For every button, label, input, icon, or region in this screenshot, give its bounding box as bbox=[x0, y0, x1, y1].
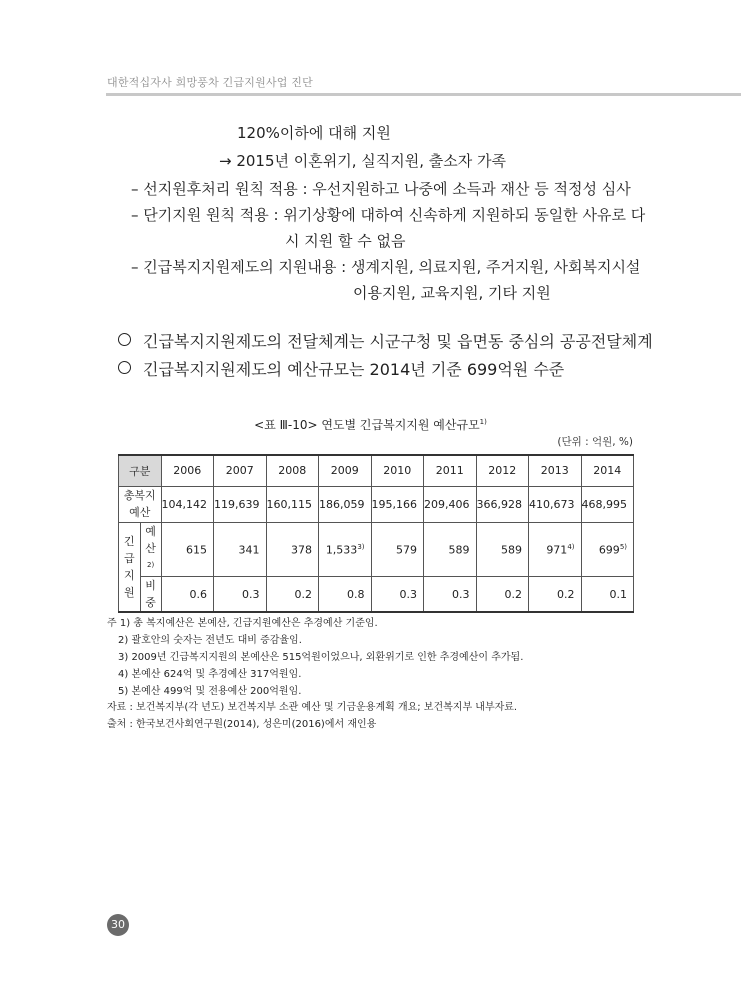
table-cell: 0.2 bbox=[529, 577, 582, 613]
budget-label-footnote: 2) bbox=[146, 560, 155, 569]
budget-table bbox=[118, 454, 634, 613]
table-cell: 0.6 bbox=[161, 577, 214, 613]
body-line-7: 이용지원, 교육지원, 기타 지원 bbox=[353, 284, 551, 302]
table-cell: 589 bbox=[476, 522, 529, 577]
header-cell-year: 2014 bbox=[581, 455, 634, 486]
header-rule bbox=[106, 93, 741, 96]
table-cell: 615 bbox=[161, 522, 214, 577]
footnote-2: 2) 괄호안의 숫자는 전년도 대비 증감율임. bbox=[118, 635, 302, 646]
header-cell-year: 2006 bbox=[161, 455, 214, 486]
table-title-text: <표 Ⅲ-10> 연도별 긴급복지지원 예산규모 bbox=[254, 418, 480, 432]
total-label: 총복지 예산 bbox=[123, 489, 156, 519]
footnote-1: 주 1) 총 복지예산은 본예산, 긴급지원예산은 추경예산 기준임. bbox=[107, 618, 378, 629]
circle-bullet-icon bbox=[118, 361, 131, 374]
bullet-item-2 bbox=[118, 360, 564, 380]
table-unit: (단위 : 억원, %) bbox=[557, 436, 633, 448]
footnote-4: 4) 본예산 624억 및 추경예산 317억원임. bbox=[118, 669, 302, 680]
table-cell: 119,639 bbox=[214, 486, 267, 522]
row-label-ratio bbox=[140, 577, 161, 613]
table-cell: 971$^{4)}$ bbox=[529, 522, 582, 577]
footnote-5: 5) 본예산 499억 및 전용예산 200억원임. bbox=[118, 686, 302, 697]
row-label-budget bbox=[140, 522, 161, 577]
table-cell: 366,928 bbox=[476, 486, 529, 522]
table-cell: 0.8 bbox=[319, 577, 372, 613]
table-row-total bbox=[119, 486, 634, 522]
bullet-item-1 bbox=[118, 332, 653, 352]
footnote-3: 3) 2009년 긴급복지지원의 본예산은 515억원이었으나, 외환위기로 인한 추경예산이 추가됨. bbox=[118, 652, 524, 663]
header-cell-label: 구분 bbox=[119, 455, 162, 486]
bullet-text-2: 긴급복지지원제도의 예산규모는 2014년 기준 699억원 수준 bbox=[143, 360, 565, 379]
header-cell-year: 2013 bbox=[529, 455, 582, 486]
table-cell: 699$^{5)}$ bbox=[581, 522, 634, 577]
body-line-6: – 긴급복지지원제도의 지원내용 : 생계지원, 의료지원, 주거지원, 사회복지시설 bbox=[131, 258, 641, 276]
header-cell-year: 2007 bbox=[214, 455, 267, 486]
table-title-footnote: 1) bbox=[479, 418, 487, 426]
header-cell-year: 2011 bbox=[424, 455, 477, 486]
table-cell: 195,166 bbox=[371, 486, 424, 522]
table-cell: 0.2 bbox=[266, 577, 319, 613]
table-row-budget bbox=[119, 522, 634, 577]
bullet-text-1: 긴급복지지원제도의 전달체계는 시군구청 및 읍면동 중심의 공공전달체계 bbox=[143, 332, 653, 351]
table-cell: 0.3 bbox=[371, 577, 424, 613]
header-cell-year: 2008 bbox=[266, 455, 319, 486]
table-row-ratio bbox=[119, 577, 634, 613]
body-line-4: – 단기지원 원칙 적용 : 위기상황에 대하여 신속하게 지원하되 동일한 사유로 다 bbox=[131, 206, 646, 224]
table-cell: 186,059 bbox=[319, 486, 372, 522]
table-cell: 378 bbox=[266, 522, 319, 577]
table-cell: 160,115 bbox=[266, 486, 319, 522]
table-cell: 1,533$^{3)}$ bbox=[319, 522, 372, 577]
table-cell: 410,673 bbox=[529, 486, 582, 522]
citation-note: 출처 : 한국보건사회연구원(2014), 성은미(2016)에서 재인용 bbox=[107, 719, 377, 730]
header-cell-year: 2012 bbox=[476, 455, 529, 486]
circle-bullet-icon bbox=[118, 333, 131, 346]
ratio-label: 비중 bbox=[145, 579, 156, 610]
table-cell: 579 bbox=[371, 522, 424, 577]
table-header-row bbox=[119, 455, 634, 486]
table-cell: 0.1 bbox=[581, 577, 634, 613]
row-label-total bbox=[119, 486, 162, 522]
table-cell: 468,995 bbox=[581, 486, 634, 522]
running-header: 대한적십자사 희망풍차 긴급지원사업 진단 bbox=[107, 76, 313, 89]
table-cell: 0.3 bbox=[424, 577, 477, 613]
table-cell: 104,142 bbox=[161, 486, 214, 522]
table-cell: 589 bbox=[424, 522, 477, 577]
source-note: 자료 : 보건복지부(각 년도) 보건복지부 소관 예산 및 기금운용계획 개요; 보건복지부 내부자료. bbox=[107, 702, 518, 713]
body-line-5: 시 지원 할 수 없음 bbox=[285, 232, 406, 250]
row-label-group: 긴 급 지 원 bbox=[119, 522, 141, 612]
table-cell: 209,406 bbox=[424, 486, 477, 522]
table-title bbox=[0, 416, 741, 433]
body-line-2: → 2015년 이혼위기, 실직지원, 출소자 가족 bbox=[219, 152, 506, 170]
body-line-3: – 선지원후처리 원칙 적용 : 우선지원하고 나중에 소득과 재산 등 적정성 심사 bbox=[131, 180, 631, 198]
header-cell-year: 2009 bbox=[319, 455, 372, 486]
body-line-1: 120%이하에 대해 지원 bbox=[237, 124, 391, 142]
table-cell: 341 bbox=[214, 522, 267, 577]
table-cell: 0.3 bbox=[214, 577, 267, 613]
header-cell-year: 2010 bbox=[371, 455, 424, 486]
budget-label: 예산 bbox=[145, 524, 156, 555]
page-number-badge: 30 bbox=[107, 914, 129, 936]
table-cell: 0.2 bbox=[476, 577, 529, 613]
